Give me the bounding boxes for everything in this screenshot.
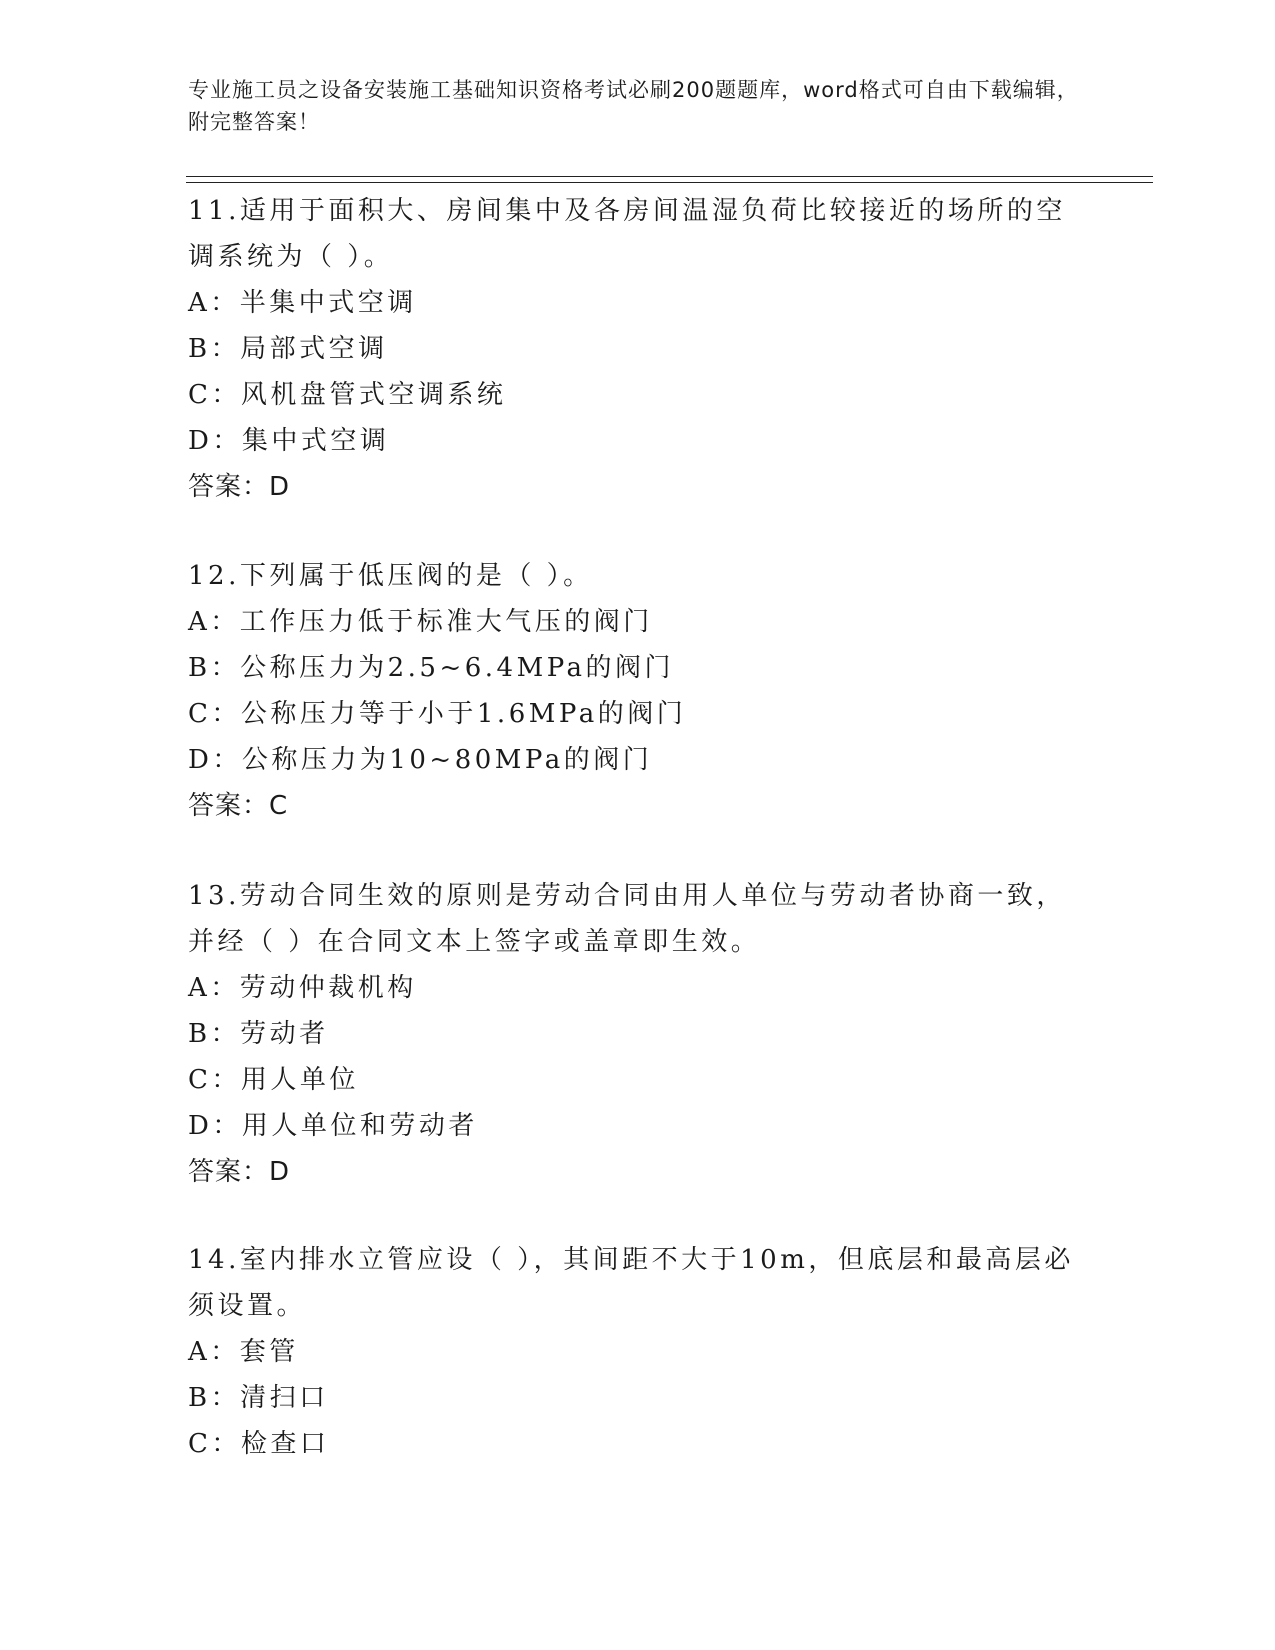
answer-line: 答案：C: [188, 791, 289, 821]
option-c: C：检查口: [188, 1429, 330, 1459]
question-14: [188, 1237, 1088, 1467]
option-a: A：工作压力低于标准大气压的阀门: [188, 607, 653, 637]
question-13: [188, 873, 1088, 1195]
option-a: A：套管: [188, 1337, 299, 1367]
option-c: C：公称压力等于小于1.6MPa的阀门: [188, 699, 687, 729]
option-a: A：劳动仲裁机构: [188, 973, 417, 1003]
option-c: C：风机盘管式空调系统: [188, 380, 507, 410]
header-divider-top: [186, 176, 1153, 177]
question-stem: 11.适用于面积大、房间集中及各房间温湿负荷比较接近的场所的空调系统为（ ）。: [188, 196, 1066, 272]
option-d: D：集中式空调: [188, 426, 390, 456]
option-c: C：用人单位: [188, 1065, 359, 1095]
question-stem: 12.下列属于低压阀的是（ ）。: [188, 561, 593, 591]
question-11: [188, 188, 1088, 510]
option-b: B：局部式空调: [188, 334, 388, 364]
question-stem: 14.室内排水立管应设（ ），其间距不大于10m，但底层和最高层必须设置。: [188, 1245, 1074, 1321]
option-b: B：公称压力为2.5~6.4MPa的阀门: [188, 653, 675, 683]
option-b: B：清扫口: [188, 1383, 329, 1413]
option-b: B：劳动者: [188, 1019, 329, 1049]
option-a: A：半集中式空调: [188, 288, 417, 318]
answer-line: 答案：D: [188, 1157, 291, 1187]
header-divider-bottom: [186, 182, 1153, 183]
option-d: D：用人单位和劳动者: [188, 1111, 478, 1141]
document-header: 专业施工员之设备安装施工基础知识资格考试必刷200题题库，word格式可自由下载编辑，附完整答案！: [188, 78, 1079, 134]
answer-line: 答案：D: [188, 472, 291, 502]
question-12: [188, 553, 1088, 829]
option-d: D：公称压力为10~80MPa的阀门: [188, 745, 653, 775]
question-stem: 13.劳动合同生效的原则是劳动合同由用人单位与劳动者协商一致，并经（ ）在合同文本上签字或盖章即生效。: [188, 881, 1066, 957]
